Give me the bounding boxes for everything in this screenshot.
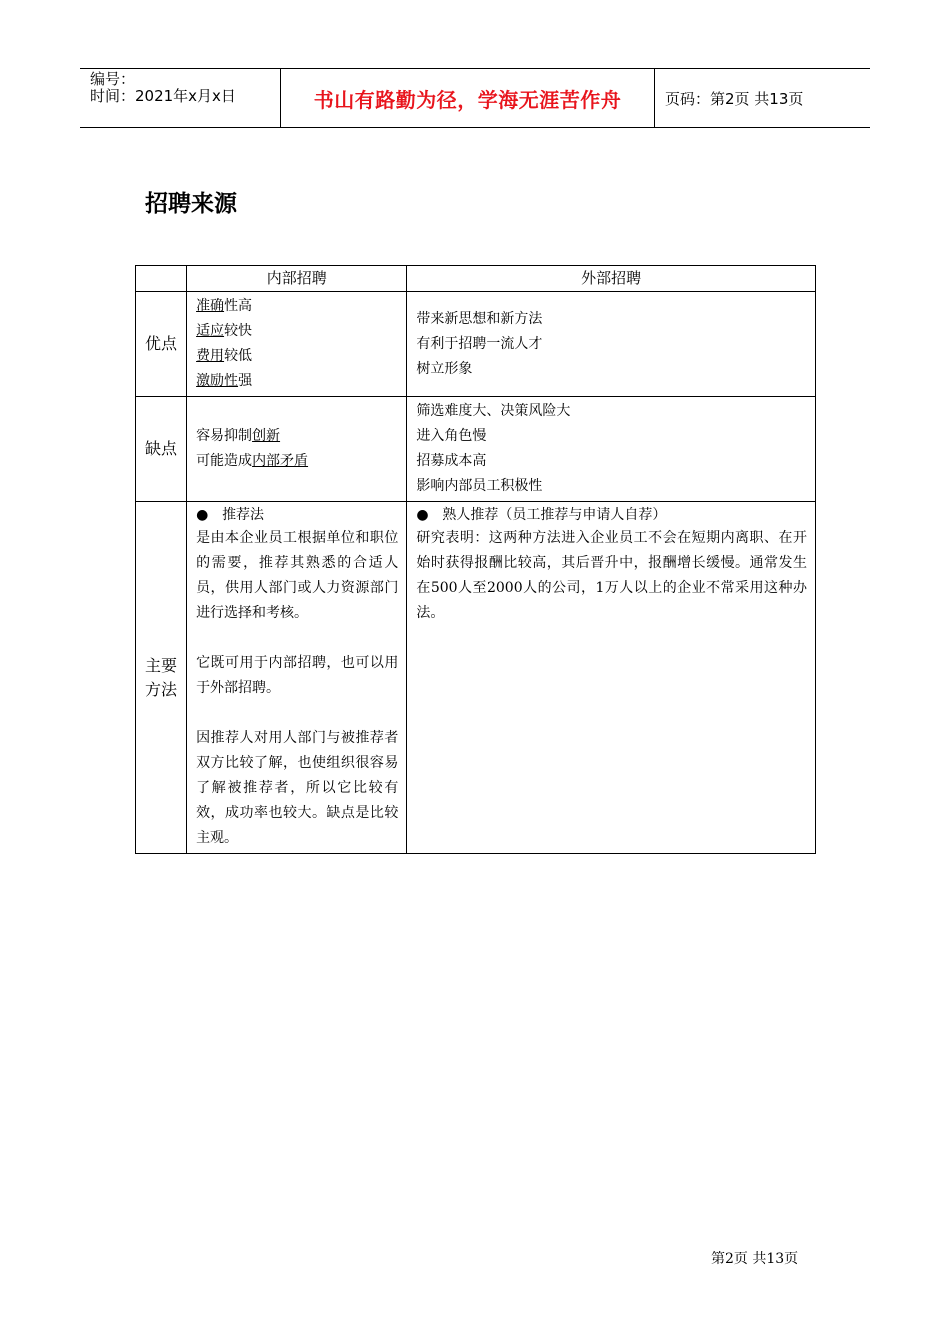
pros-external-cell: [407, 292, 816, 397]
pros-internal-cell: [187, 292, 407, 397]
document-date-label: 时间：2021年x月x日: [90, 87, 236, 105]
cons-internal-cell: [187, 397, 407, 502]
cons-row: [136, 397, 816, 502]
pros-row: [136, 292, 816, 397]
method-bullet: ● 熟人推荐（员工推荐与申请人自荐）: [416, 504, 807, 526]
list-item: 招募成本高: [416, 453, 487, 469]
table-header-row: [136, 266, 816, 292]
method-description: 是由本企业员工根据单位和职位的需要，推荐其熟悉的合适人员，供用人部门或人力资源部门进行选择和考核。: [196, 530, 399, 621]
list-item: 树立形象: [416, 360, 473, 377]
methods-internal-cell: [187, 502, 407, 854]
internal-column-header: 内部招聘: [187, 266, 407, 292]
method-bullet: ● 推荐法: [196, 504, 398, 526]
list-item: 带来新思想和新方法: [416, 310, 543, 327]
external-column-header: 外部招聘: [407, 266, 816, 292]
list-item: 影响内部员工积极性: [416, 478, 543, 494]
cons-external-cell: [407, 397, 816, 502]
list-item: 准确性高: [196, 298, 253, 314]
list-item: 容易抑制创新: [196, 428, 281, 444]
list-item: 有利于招聘一流人才: [416, 335, 543, 352]
recruitment-sources-table: [135, 265, 816, 854]
header-motto: 书山有路勤为径，学海无涯苦作舟: [281, 69, 655, 127]
list-item: 费用较低: [196, 348, 253, 364]
page-header: [80, 68, 870, 128]
page-footer: 第2页 共13页: [711, 1251, 799, 1267]
list-item: 激励性强: [196, 373, 253, 389]
list-item: 进入角色慢: [416, 428, 487, 444]
section-title: 招聘来源: [145, 191, 237, 217]
method-evaluation: 因推荐人对用人部门与被推荐者双方比较了解，也使组织很容易了解被推荐者，所以它比较有效，成功率也较大。缺点是比较主观。: [196, 730, 399, 846]
corner-cell: [136, 266, 187, 292]
method-description: 研究表明：这两种方法进入企业员工不会在短期内离职、在开始时获得报酬比较高，其后晋升中，报酬增长缓慢。通常发生在500人至2000人的公司，1万人以上的企业不常采用这种办法。: [416, 530, 807, 621]
cons-label: 缺点: [136, 397, 187, 502]
bullet-icon: ●: [416, 507, 429, 523]
header-page-number: 页码：第2页 共13页: [665, 89, 804, 108]
list-item: 适应较快: [196, 323, 253, 339]
list-item: 筛选难度大、决策风险大: [416, 403, 571, 419]
bullet-icon: ●: [196, 507, 209, 523]
method-usage: 它既可用于内部招聘，也可以用于外部招聘。: [196, 655, 399, 696]
header-info: [80, 69, 281, 127]
methods-row: [136, 502, 816, 854]
pros-label: 优点: [136, 292, 187, 397]
list-item: 可能造成内部矛盾: [196, 453, 309, 469]
methods-label: 主要 方法: [136, 502, 187, 854]
methods-external-cell: [407, 502, 816, 854]
document-number-label: 编号：: [90, 70, 136, 88]
